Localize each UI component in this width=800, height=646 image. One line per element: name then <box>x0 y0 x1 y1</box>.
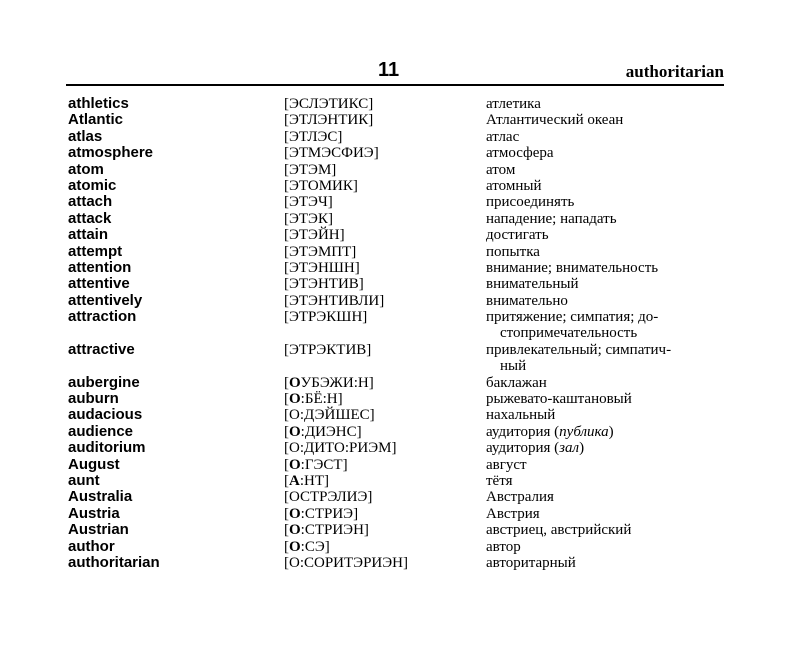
translation: Австралия <box>486 489 554 506</box>
translation: атомный <box>486 177 542 194</box>
pronunciation: [А:НТ] <box>284 473 330 490</box>
translation: Атлантический океан <box>486 112 624 129</box>
dictionary-entry <box>0 391 800 407</box>
pronunciation: [О:СТРИЭ] <box>284 505 359 522</box>
headword: audacious <box>68 406 143 424</box>
translation: внимательный <box>486 276 579 293</box>
translation: нападение; нападать <box>486 210 617 227</box>
entry-list <box>0 96 800 571</box>
dictionary-entry <box>0 145 800 161</box>
headword: attempt <box>68 242 123 260</box>
pronunciation: [ЭТЭК] <box>284 210 333 227</box>
translation: баклажан <box>486 374 547 391</box>
pronunciation: [ЭТЭНТИВЛИ] <box>284 292 385 309</box>
stressed-letter: О <box>289 374 301 391</box>
pronunciation: [ЭТЛЭНТИК] <box>284 112 374 129</box>
headword: aunt <box>68 472 100 490</box>
translation: привлекательный; симпатич- ный <box>486 342 726 375</box>
stressed-letter: О <box>289 522 301 539</box>
dictionary-entry <box>0 309 800 342</box>
dictionary-entry <box>0 473 800 489</box>
pronunciation: [ЭТОМИК] <box>284 177 358 194</box>
dictionary-entry <box>0 489 800 505</box>
headword: author <box>68 537 115 555</box>
headword: Austria <box>68 504 120 522</box>
dictionary-entry <box>0 276 800 292</box>
pronunciation: [ЭТЭМ] <box>284 161 337 178</box>
stressed-letter: О <box>289 456 301 473</box>
dictionary-entry <box>0 211 800 227</box>
headword: atlas <box>68 127 103 145</box>
headword: attentive <box>68 275 130 293</box>
translation: август <box>486 456 527 473</box>
dictionary-entry <box>0 129 800 145</box>
header-rule <box>66 84 724 86</box>
translation: Австрия <box>486 505 540 522</box>
pronunciation: [ОУБЭЖИ:Н] <box>284 374 374 391</box>
headword: attraction <box>68 308 137 326</box>
translation: притяжение; симпатия; до- стопримечательность <box>486 309 726 342</box>
pronunciation: [О:ГЭСТ] <box>284 456 348 473</box>
dictionary-entry <box>0 522 800 538</box>
headword: atomic <box>68 176 117 194</box>
headword: atom <box>68 160 104 178</box>
pronunciation: [ЭТЛЭС] <box>284 128 343 145</box>
pronunciation: [О:СОРИТЭРИЭН] <box>284 554 408 571</box>
dictionary-entry <box>0 407 800 423</box>
pronunciation: [ЭТМЭСФИЭ] <box>284 145 379 162</box>
dictionary-entry <box>0 112 800 128</box>
pronunciation: [О:СТРИЭН] <box>284 522 369 539</box>
headword: atmosphere <box>68 144 154 162</box>
translation: атлас <box>486 128 520 145</box>
dictionary-entry <box>0 96 800 112</box>
translation: авторитарный <box>486 554 576 571</box>
dictionary-entry <box>0 178 800 194</box>
dictionary-entry <box>0 162 800 178</box>
translation: рыжевато-каштановый <box>486 391 632 408</box>
headword: attain <box>68 226 109 244</box>
translation: достигать <box>486 227 549 244</box>
headword: athletics <box>68 95 129 112</box>
headword: Atlantic <box>68 111 124 129</box>
dictionary-entry <box>0 555 800 571</box>
pronunciation: [О:ДЭЙШЕС] <box>284 407 375 424</box>
translation: австриец, австрийский <box>486 522 632 539</box>
headword: audience <box>68 422 134 440</box>
translation: атлетика <box>486 96 541 112</box>
stressed-letter: О <box>289 538 301 555</box>
pronunciation: [ЭТЭМПТ] <box>284 243 357 260</box>
dictionary-entry <box>0 244 800 260</box>
dictionary-entry <box>0 424 800 440</box>
pronunciation: [ЭТЭНШН] <box>284 259 360 276</box>
stressed-letter: А <box>289 473 300 490</box>
translation: нахальный <box>486 407 556 424</box>
dictionary-entry <box>0 260 800 276</box>
dictionary-entry <box>0 506 800 522</box>
headword: attentively <box>68 291 143 309</box>
headword: auburn <box>68 390 119 408</box>
headword: attention <box>68 258 132 276</box>
headword: attractive <box>68 340 135 358</box>
pronunciation: [О:ДИЭНС] <box>284 423 362 440</box>
dictionary-entry <box>0 375 800 391</box>
headword: attack <box>68 209 112 227</box>
dictionary-entry <box>0 342 800 375</box>
headword: authoritarian <box>68 553 160 571</box>
headword: attach <box>68 193 113 211</box>
page-number: 11 <box>378 59 400 81</box>
translation-continuation: ный <box>500 358 527 375</box>
translation: присоединять <box>486 194 575 211</box>
pronunciation: [ОСТРЭЛИЭ] <box>284 489 373 506</box>
pronunciation: [О:БЁ:Н] <box>284 391 343 408</box>
pronunciation: [ЭТРЭКТИВ] <box>284 341 372 358</box>
running-head: authoritarian <box>625 62 724 81</box>
stressed-letter: О <box>289 391 301 408</box>
translation: атом <box>486 161 516 178</box>
stressed-letter: О <box>289 505 301 522</box>
pronunciation: [ЭТЭНТИВ] <box>284 276 364 293</box>
translation: внимательно <box>486 292 568 309</box>
usage-note: зал <box>559 440 580 457</box>
dictionary-entry <box>0 227 800 243</box>
headword: August <box>68 455 120 473</box>
stressed-letter: О <box>289 423 301 440</box>
pronunciation: [О:ДИТО:РИЭМ] <box>284 440 397 457</box>
dictionary-entry <box>0 440 800 456</box>
headword: auditorium <box>68 439 146 457</box>
usage-note: публика <box>559 423 609 440</box>
pronunciation: [ЭТРЭКШН] <box>284 309 368 326</box>
headword: Australia <box>68 488 133 506</box>
dictionary-entry <box>0 539 800 555</box>
headword: Austrian <box>68 521 129 539</box>
headword: aubergine <box>68 373 140 391</box>
translation-continuation: стопримечательность <box>500 325 638 342</box>
dictionary-entry <box>0 194 800 210</box>
pronunciation: [О:СЭ] <box>284 538 330 555</box>
dictionary-entry <box>0 293 800 309</box>
translation: внимание; внимательность <box>486 259 659 276</box>
pronunciation: [ЭСЛЭТИКС] <box>284 96 374 112</box>
pronunciation: [ЭТЭЙН] <box>284 227 345 244</box>
translation: попытка <box>486 243 540 260</box>
translation: аудитория (зал) <box>486 440 585 457</box>
translation: аудитория (публика) <box>486 423 614 440</box>
dictionary-entry <box>0 457 800 473</box>
translation: тётя <box>486 473 513 490</box>
translation: атмосфера <box>486 145 554 162</box>
pronunciation: [ЭТЭЧ] <box>284 194 333 211</box>
translation: автор <box>486 538 521 555</box>
